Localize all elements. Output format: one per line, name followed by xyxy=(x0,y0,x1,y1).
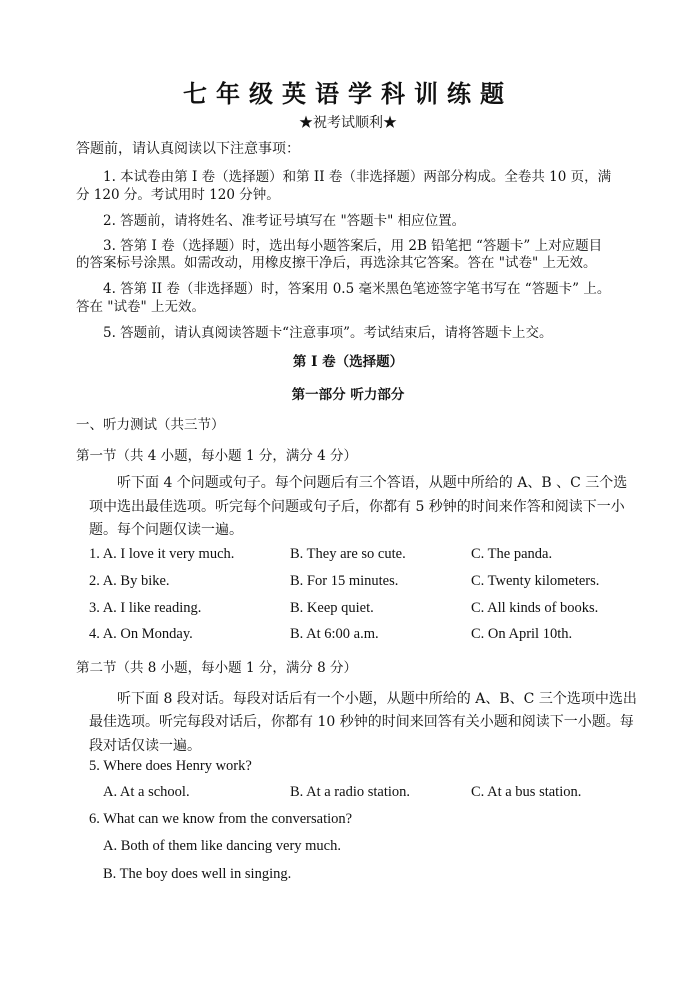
q5-option-c: C. At a bus station. xyxy=(471,784,582,800)
notice-item-3-line-2: 的答案标号涂黑。如需改动，用橡皮擦干净后，再选涂其它答案。答在 "试卷" 上无效。 xyxy=(76,255,597,271)
q1-option-c: C. The panda. xyxy=(471,546,553,562)
notice-item-3-line-1: 3. 答第 I 卷（选择题）时，选出每小题答案后，用 2B 铅笔把 “答题卡” 上对应题目 xyxy=(103,238,603,254)
s1-instruction-line-2: 项中选出最佳选项。听完每个问题或句子后，你都有 5 秒钟的时间来作答和阅读下一小 xyxy=(89,499,625,515)
page-title: 七年级英语学科训练题 xyxy=(183,79,513,108)
q1-option-a: 1. A. I love it very much. xyxy=(89,546,235,562)
s2-instruction-line-1: 听下面 8 段对话。每段对话后有一个小题，从题中所给的 A、B、C 三个选项中选出 xyxy=(117,691,637,707)
part-title: 第一部分 听力部分 xyxy=(291,387,405,403)
q4-option-a: 4. A. On Monday. xyxy=(89,626,193,642)
q4-option-b: B. At 6:00 a.m. xyxy=(290,626,379,642)
notice-item-1-line-2: 分 120 分。考试用时 120 分钟。 xyxy=(76,187,280,203)
s2-instruction-line-3: 段对话仅读一遍。 xyxy=(89,738,201,754)
s1-heading: 第一节（共 4 小题，每小题 1 分，满分 4 分） xyxy=(76,448,358,464)
s2-instruction-line-2: 最佳选项。听完每段对话后，你都有 10 秒钟的时间来回答有关小题和阅读下一小题。每 xyxy=(89,714,634,730)
q5-option-b: B. At a radio station. xyxy=(290,784,411,800)
notice-item-2: 2. 答题前，请将姓名、准考证号填写在 "答题卡" 相应位置。 xyxy=(103,213,466,229)
notice-intro: 答题前，请认真阅读以下注意事项： xyxy=(76,141,300,157)
q1-option-b: B. They are so cute. xyxy=(290,546,406,562)
q3-option-c: C. All kinds of books. xyxy=(471,600,599,616)
s1-instruction-line-1: 听下面 4 个问题或句子。每个问题后有三个答语，从题中所给的 A、B 、C 三个选 xyxy=(117,475,628,491)
s1-instruction-line-3: 题。每个问题仅读一遍。 xyxy=(89,522,243,538)
notice-item-4-line-1: 4. 答第 II 卷（非选择题）时，答案用 0.5 毫米黑色笔迹签字笔书写在 “答题卡” 上。 xyxy=(103,281,611,297)
wish-line: ★祝考试顺利★ xyxy=(299,115,397,131)
q6-question: 6. What can we know from the conversation? xyxy=(89,811,353,827)
q5-question: 5. Where does Henry work? xyxy=(89,758,252,774)
notice-item-4-line-2: 答在 "试卷" 上无效。 xyxy=(76,299,206,315)
q2-option-a: 2. A. By bike. xyxy=(89,573,170,589)
notice-item-5: 5. 答题前，请认真阅读答题卡“注意事项”。考试结束后，请将答题卡上交。 xyxy=(103,325,553,341)
q4-option-c: C. On April 10th. xyxy=(471,626,573,642)
notice-item-1-line-1: 1. 本试卷由第 I 卷（选择题）和第 II 卷（非选择题）两部分构成。全卷共 10 页，满 xyxy=(103,169,612,185)
q2-option-b: B. For 15 minutes. xyxy=(290,573,399,589)
q5-option-a: A. At a school. xyxy=(103,784,190,800)
volume-title: 第 I 卷（选择题） xyxy=(292,354,404,370)
section-one-heading: 一、听力测试（共三节） xyxy=(76,417,225,433)
q3-option-a: 3. A. I like reading. xyxy=(89,600,202,616)
q3-option-b: B. Keep quiet. xyxy=(290,600,374,616)
q6-option-a: A. Both of them like dancing very much. xyxy=(103,838,341,854)
q2-option-c: C. Twenty kilometers. xyxy=(471,573,600,589)
s2-heading: 第二节（共 8 小题，每小题 1 分，满分 8 分） xyxy=(76,660,358,676)
q6-option-b: B. The boy does well in singing. xyxy=(103,866,292,882)
